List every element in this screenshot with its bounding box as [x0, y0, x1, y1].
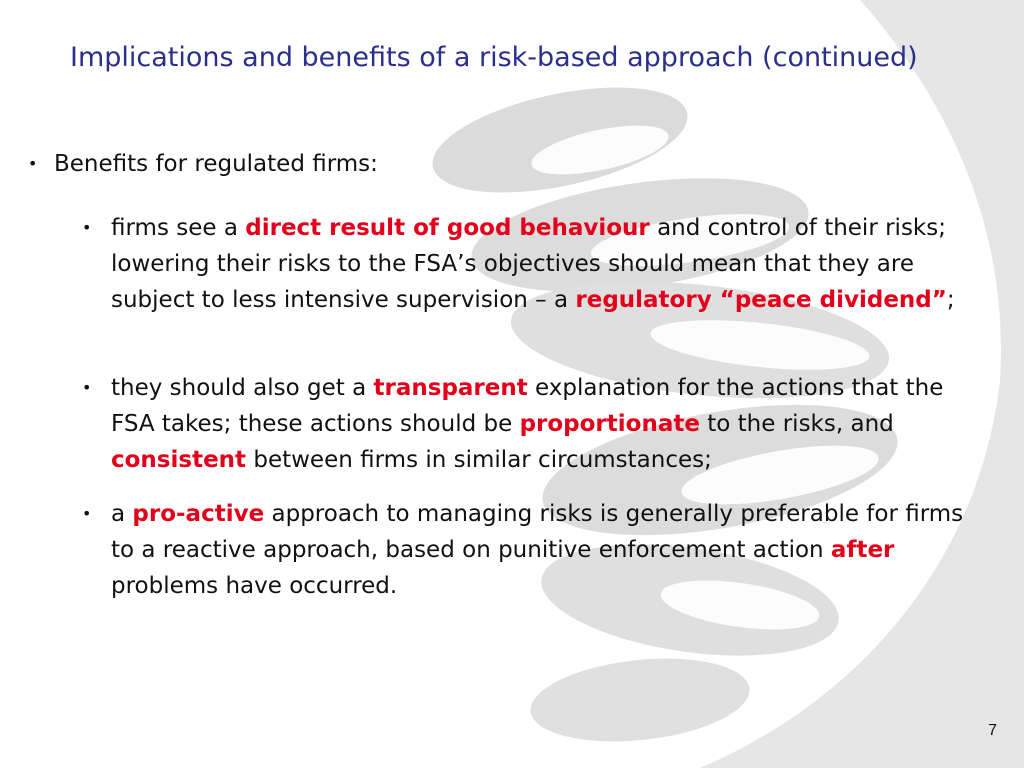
sub-bullet-1 — [82, 210, 992, 318]
highlight-text: transparent — [373, 375, 528, 401]
text-run: explanation for the actions that the FSA takes; these actions should be — [111, 375, 944, 437]
text-run: a — [111, 501, 133, 527]
highlight-text: pro-active — [132, 501, 265, 527]
text-run: between firms in similar circumstances; — [246, 447, 712, 473]
bullet-marker: • — [82, 218, 92, 237]
sub-bullet-1-text — [111, 210, 992, 318]
bullet-marker: • — [28, 154, 38, 173]
highlight-text: regulatory “peace dividend” — [575, 287, 947, 313]
text-run: firms see a — [111, 215, 246, 241]
bullet-marker: • — [82, 504, 92, 523]
slide-title: Implications and benefits of a risk-based approach (continued) — [70, 42, 918, 73]
sub-bullet-2-text — [111, 370, 992, 478]
heading-bullet-text: Benefits for regulated firms: — [54, 151, 378, 177]
highlight-text: consistent — [111, 447, 247, 473]
page-number: 7 — [988, 722, 997, 739]
highlight-text: proportionate — [519, 411, 700, 437]
sub-bullet-2 — [82, 370, 992, 478]
text-run: approach to managing risks is generally preferable for firms to a reactive approach, based on punitive enforcement action — [111, 501, 964, 563]
sub-bullet-3 — [82, 496, 992, 604]
highlight-text: direct result of good behaviour — [245, 215, 650, 241]
text-run: problems have occurred. — [111, 573, 398, 599]
highlight-text: after — [830, 537, 895, 563]
sub-bullet-3-text — [111, 496, 992, 604]
text-run: and control of their risks; lowering their risks to the FSA’s objectives should mean that they are subject to less intensive supervision – a — [111, 215, 946, 313]
text-run: to the risks, and — [699, 411, 894, 437]
bullet-marker: • — [82, 378, 92, 397]
text-run: ; — [946, 287, 955, 313]
text-run: they should also get a — [111, 375, 374, 401]
